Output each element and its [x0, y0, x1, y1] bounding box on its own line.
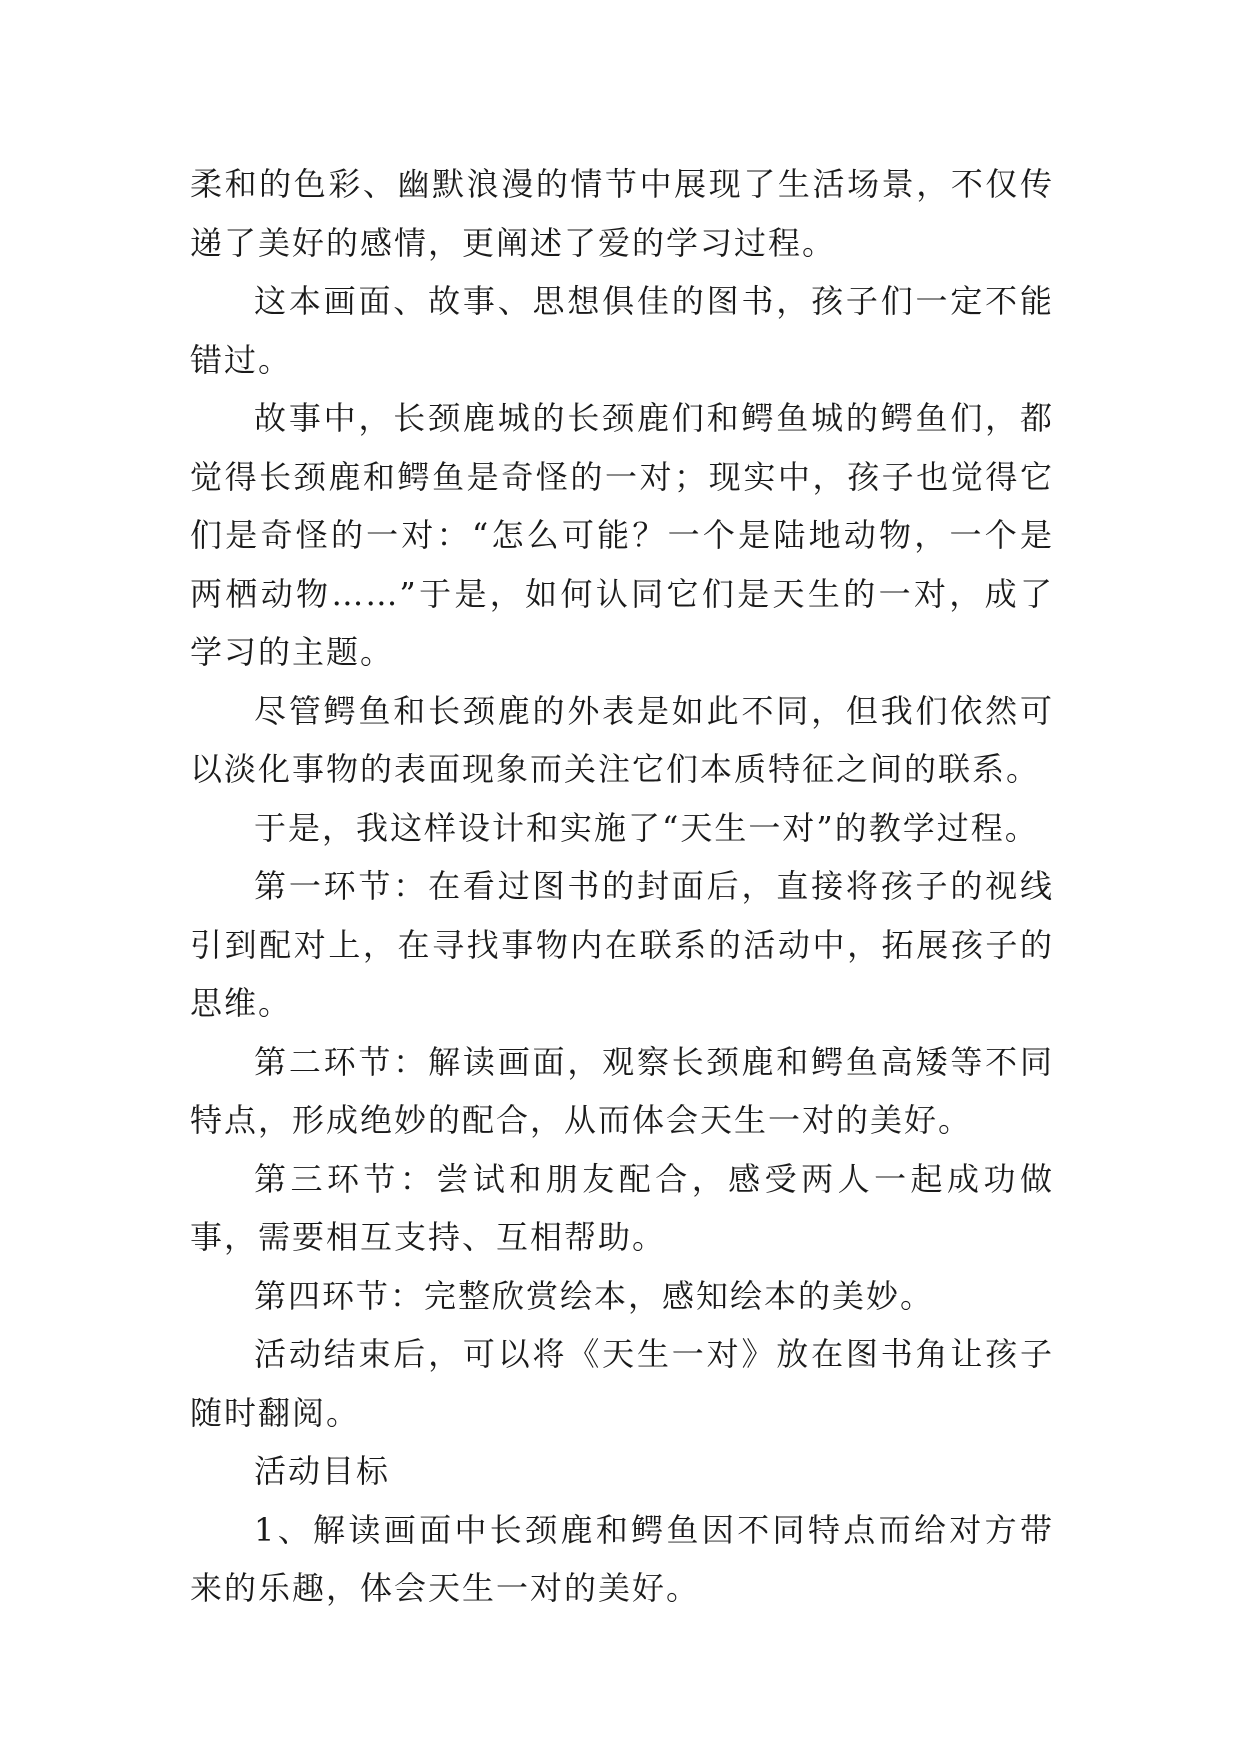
paragraph: 这本画面、故事、思想俱佳的图书，孩子们一定不能错过。 — [190, 282, 1054, 379]
document-body — [190, 155, 1054, 1618]
paragraph: 活动结束后，可以将《天生一对》放在图书角让孩子随时翻阅。 — [190, 1335, 1054, 1432]
paragraph: 第三环节：尝试和朋友配合，感受两人一起成功做事，需要相互支持、互相帮助。 — [190, 1159, 1054, 1256]
paragraph: 于是，我这样设计和实施了“天生一对”的教学过程。 — [254, 808, 1039, 847]
paragraph: 第四环节：完整欣赏绘本，感知绘本的美妙。 — [254, 1276, 935, 1315]
paragraph: 故事中，长颈鹿城的长颈鹿们和鳄鱼城的鳄鱼们，都觉得长颈鹿和鳄鱼是奇怪的一对；现实中，孩子也觉得它们是奇怪的一对：“怎么可能？一个是陆地动物，一个是两栖动物……”于是，如何认同它们是天生的一对，成了学习的主题。 — [190, 399, 1054, 671]
paragraph: 尽管鳄鱼和长颈鹿的外表是如此不同，但我们依然可以淡化事物的表面现象而关注它们本质特征之间的联系。 — [190, 691, 1054, 788]
paragraph: 第二环节：解读画面，观察长颈鹿和鳄鱼高矮等不同特点，形成绝妙的配合，从而体会天生一对的美好。 — [190, 1042, 1054, 1139]
list-item: 1、解读画面中长颈鹿和鳄鱼因不同特点而给对方带来的乐趣，体会天生一对的美好。 — [190, 1510, 1054, 1607]
paragraph: 第一环节：在看过图书的封面后，直接将孩子的视线引到配对上，在寻找事物内在联系的活动中，拓展孩子的思维。 — [190, 867, 1054, 1022]
paragraph: 柔和的色彩、幽默浪漫的情节中展现了生活场景，不仅传递了美好的感情，更阐述了爱的学习过程。 — [190, 165, 1054, 262]
section-heading: 活动目标 — [254, 1452, 391, 1490]
